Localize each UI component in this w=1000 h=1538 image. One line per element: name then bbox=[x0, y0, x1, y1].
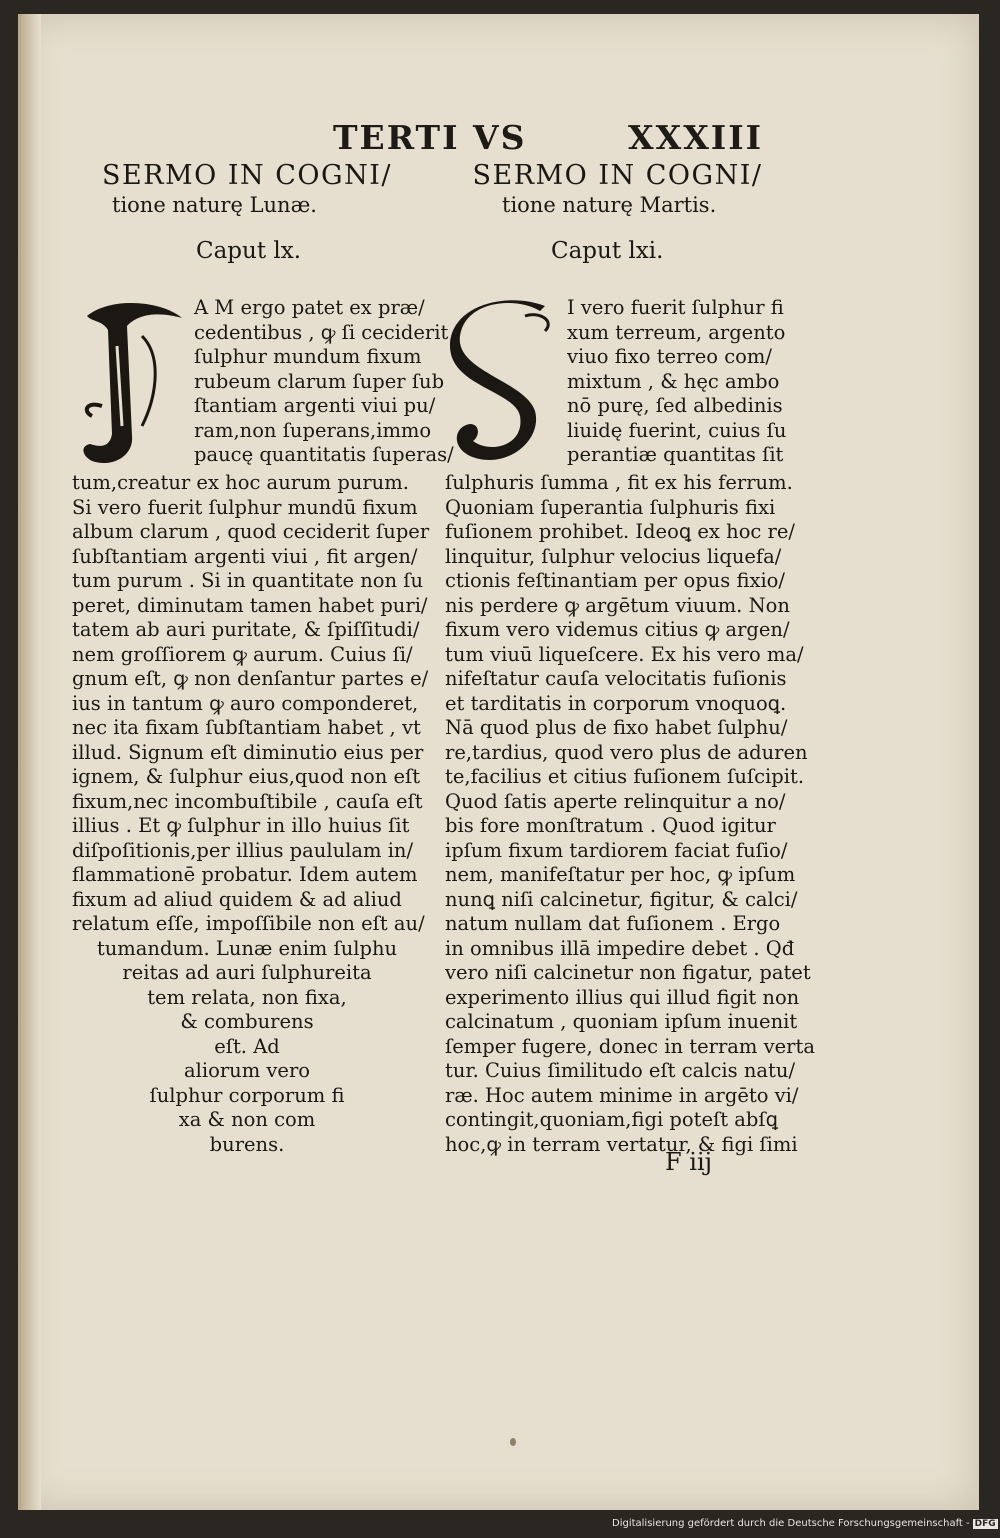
text-line: ctionis feſtinantiam per opus fixio/ bbox=[445, 569, 785, 592]
text-line: Nā quod plus de fixo habet ſulphu/ bbox=[445, 716, 788, 739]
text-line: viuo fixo terreo com/ bbox=[567, 345, 772, 368]
right-body-text bbox=[445, 296, 815, 1157]
folio-number: XXXIII bbox=[628, 118, 764, 157]
right-column bbox=[445, 160, 815, 1157]
text-line: ipſum fixum tardiorem faciat fuſio/ bbox=[445, 838, 788, 862]
text-line: nem, manifeſtatur per hoc, ꝙ ipſum bbox=[445, 863, 796, 886]
text-line: mixtum , & hęc ambo bbox=[567, 369, 780, 393]
text-line: vero niſi calcinetur non figatur, patet bbox=[445, 961, 811, 984]
text-line: nis perdere ꝙ argētum viuum. Non bbox=[445, 593, 790, 617]
text-line: burens. bbox=[209, 1132, 285, 1156]
text-line: gnum eſt, ꝙ non denſantur partes e/ bbox=[72, 667, 429, 690]
text-line: peret, diminutam tamen habet puri/ bbox=[72, 593, 428, 617]
text-line: xum terreum, argento bbox=[567, 320, 786, 344]
text-line: perantiæ quantitas ſit bbox=[567, 443, 784, 466]
text-line: album clarum , quod ceciderit ſuper bbox=[72, 520, 430, 543]
text-line: tem relata, non fixa, bbox=[147, 985, 347, 1009]
text-line: hoc,ꝙ in terram vertatur, & figi ſimi bbox=[445, 1132, 798, 1156]
text-line: in omnibus illā impedire debet . Qđ bbox=[445, 936, 795, 960]
text-line: ignem, & ſulphur eius,quod non eſt bbox=[72, 765, 421, 788]
page-edge bbox=[21, 14, 41, 1510]
text-line: A M ergo patet ex præ/ bbox=[194, 296, 425, 319]
text-line: tum purum . Si in quantitate non ſu bbox=[72, 569, 424, 592]
text-line: illud. Signum eſt diminutio eius per bbox=[72, 740, 424, 764]
svg-text:S: S bbox=[495, 386, 496, 387]
initial-i-graphic bbox=[72, 296, 190, 471]
text-line: cedentibus , ꝙ ſi ceciderit bbox=[194, 320, 449, 344]
text-line: calcinatum , quoniam ipſum inuenit bbox=[445, 1010, 798, 1033]
text-line: relatum eſſe, impoſſibile non eſt au/ bbox=[72, 912, 425, 935]
text-line: nunꝗ niſi calcinetur, figitur, & calci/ bbox=[445, 887, 798, 911]
text-line: xa & non com bbox=[178, 1108, 316, 1131]
text-line: tur. Cuius ſimilitudo eſt calcis natu/ bbox=[445, 1059, 796, 1082]
text-line: nem groſſiorem ꝙ aurum. Cuius ſi/ bbox=[72, 642, 413, 666]
text-line: flammationē probatur. Idem autem bbox=[72, 863, 418, 886]
text-line: ram,non ſuperans,immo bbox=[194, 418, 432, 442]
text-line: diſpoſitionis,per illius paululam in/ bbox=[72, 838, 414, 862]
decorated-initial-s bbox=[445, 296, 563, 471]
text-line: natum nullam dat fuſionem . Ergo bbox=[445, 912, 781, 935]
text-line: I vero fuerit ſulphur fi bbox=[567, 296, 784, 319]
right-sermo-heading: SERMO IN COGNI/ bbox=[472, 160, 763, 191]
digitization-credit bbox=[612, 1518, 998, 1529]
text-line: experimento illius qui illud figit non bbox=[445, 985, 800, 1009]
ink-stain bbox=[510, 1438, 516, 1446]
text-line: fixum,nec incombuſtibile , cauſa eſt bbox=[72, 789, 423, 813]
text-line: nō purę, ſed albedinis bbox=[567, 394, 783, 417]
text-line: illius . Et ꝙ ſulphur in illo huius ſit bbox=[72, 814, 410, 837]
text-line: ius in tantum ꝙ auro componderet, bbox=[72, 691, 419, 715]
text-line: rubeum clarum ſuper ſub bbox=[194, 369, 445, 393]
text-line: ſulphur mundum fixum bbox=[194, 345, 422, 368]
text-line: ſemper fugere, donec in terram verta bbox=[445, 1034, 815, 1058]
text-line: eſt. Ad bbox=[214, 1034, 280, 1058]
text-line: reitas ad auri ſulphureita bbox=[122, 961, 372, 984]
running-head: TERTI VS bbox=[333, 118, 527, 157]
text-line: ſulphuris ſumma , fit ex his ferrum. bbox=[445, 471, 793, 494]
text-line: ſubſtantiam argenti viui , fit argen/ bbox=[72, 544, 418, 568]
text-line: linquitur, ſulphur velocius liquefa/ bbox=[445, 544, 782, 568]
left-body-text bbox=[72, 296, 454, 1157]
text-line: bis fore monſtratum . Quod igitur bbox=[445, 814, 776, 837]
text-line: ſtantiam argenti viui pu/ bbox=[194, 394, 436, 417]
text-line: contingit,quoniam,figi poteſt abſꝗ bbox=[445, 1108, 778, 1131]
text-line: Quoniam ſuperantia ſulphuris fixi bbox=[445, 495, 776, 519]
right-chapter-heading: Caput lxi. bbox=[551, 238, 664, 264]
text-line: tum viuū liqueſcere. Ex his vero ma/ bbox=[445, 642, 804, 666]
left-chapter-heading: Caput lx. bbox=[196, 238, 302, 264]
text-line: aliorum vero bbox=[183, 1059, 311, 1082]
right-sermo-subheading: tione naturę Martis. bbox=[502, 193, 717, 217]
text-line: ræ. Hoc autem minime in argēto vi/ bbox=[445, 1083, 799, 1107]
text-line: et tarditatis in corporum vnoquoꝗ. bbox=[445, 691, 787, 715]
signature-mark: F iij bbox=[665, 1148, 713, 1176]
credit-text: Digitalisierung gefördert durch die Deutsche Forschungsgemeinschaft - bbox=[612, 1518, 970, 1529]
text-line: fuſionem prohibet. Ideoꝗ ex hoc re/ bbox=[445, 520, 795, 543]
text-line: tatem ab auri puritate, & ſpiſſitudi/ bbox=[72, 618, 420, 641]
text-line: tum,creatur ex hoc aurum purum. bbox=[72, 471, 409, 494]
text-line: nec ita fixam ſubſtantiam habet , vt bbox=[72, 716, 421, 739]
text-line: nifeſtatur cauſa velocitatis fuſionis bbox=[445, 667, 787, 690]
left-sermo-subheading: tione naturę Lunæ. bbox=[112, 193, 317, 217]
left-column bbox=[72, 160, 454, 1157]
text-line: Quod ſatis aperte relinquitur a no/ bbox=[445, 789, 786, 813]
text-line: liuidę fuerint, cuius ſu bbox=[567, 418, 787, 442]
text-line: Si vero fuerit ſulphur mundū fixum bbox=[72, 495, 418, 519]
text-line: paucę quantitatis ſuperas/ bbox=[194, 443, 454, 466]
initial-s-graphic bbox=[445, 296, 563, 471]
decorated-initial-i bbox=[72, 296, 190, 471]
text-line: fixum vero videmus citius ꝙ argen/ bbox=[445, 618, 790, 641]
text-line: & comburens bbox=[180, 1010, 314, 1033]
text-line: te,facilius et citius fuſionem ſuſcipit. bbox=[445, 765, 805, 788]
left-sermo-heading: SERMO IN COGNI/ bbox=[101, 160, 393, 191]
text-line: re,tardius, quod vero plus de aduren bbox=[445, 740, 808, 764]
text-line: ſulphur corporum fi bbox=[149, 1083, 345, 1107]
text-line: fixum ad aliud quidem & ad aliud bbox=[72, 887, 402, 911]
svg-text:I: I bbox=[118, 426, 119, 427]
dfg-logo: DFG bbox=[974, 1519, 996, 1529]
text-line: tumandum. Lunæ enim ſulphu bbox=[96, 936, 398, 960]
